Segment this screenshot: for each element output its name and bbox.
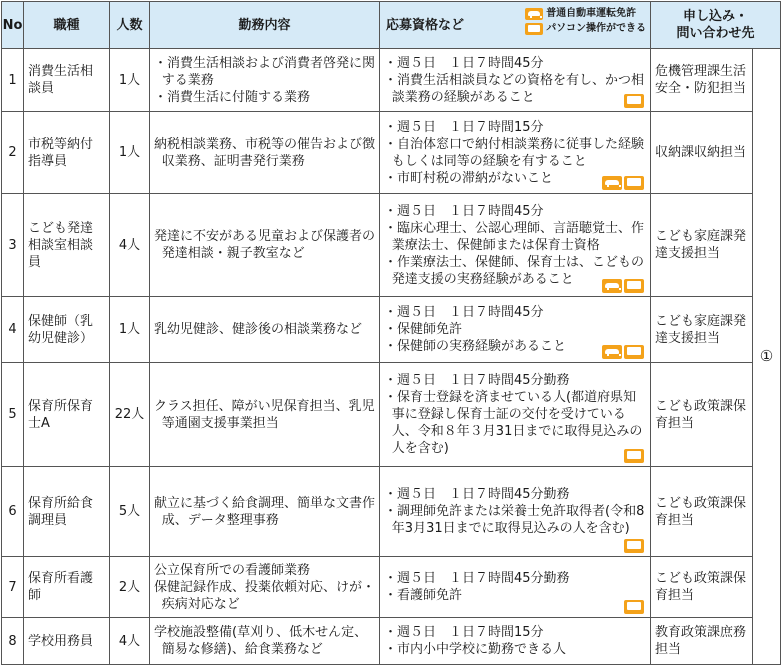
- pc-icon: [525, 23, 543, 35]
- contact-cell: 教育政策課庶務担当: [651, 618, 753, 665]
- pc-icon: [624, 176, 644, 190]
- contact-cell: こども政策課保育担当: [651, 363, 753, 467]
- row-no: 3: [2, 194, 24, 297]
- requirement-icons: [624, 539, 644, 553]
- table-row: [2, 297, 781, 363]
- ninzu: 4人: [110, 194, 150, 297]
- qual-cell: [380, 49, 651, 112]
- qual-cell: [380, 467, 651, 557]
- table-row: [2, 618, 781, 665]
- qual-line: ・市町村税の滞納がないこと: [384, 170, 554, 186]
- legend-pc-label: パソコン操作ができる: [546, 23, 646, 34]
- duty-line: ・消費生活に付随する業務: [154, 89, 311, 105]
- qual-cell: [380, 557, 651, 618]
- ninzu: 1人: [110, 112, 150, 194]
- row-no: 8: [2, 618, 24, 665]
- requirement-icons: [602, 279, 644, 293]
- contact-cell: 危機管理課生活安全・防犯担当: [651, 49, 753, 112]
- header-qual-label: 応募資格など: [386, 17, 465, 33]
- duty-line: 発達に不安がある児童および保護者の発達相談・親子教室など: [154, 229, 376, 261]
- header-no: No: [2, 2, 24, 49]
- qual-line: ・臨床心理士、公認心理師、言語聴覚士、作業療法士、保健師または保育士資格: [384, 220, 645, 253]
- requirement-icons: [624, 600, 644, 614]
- contact-cell: こども政策課保育担当: [651, 467, 753, 557]
- car-icon: [602, 176, 622, 190]
- car-icon: [602, 345, 622, 359]
- header-job: 職種: [24, 2, 110, 49]
- table-header-row: [2, 2, 781, 49]
- qual-line: ・作業療法士、保健師、保育士は、こどもの発達支援の実務経験があること: [384, 254, 645, 287]
- qual-line: ・週５日 １日７時間15分: [384, 625, 544, 640]
- requirement-icons: [624, 94, 644, 108]
- row-no: 1: [2, 49, 24, 112]
- qual-cell: [380, 618, 651, 665]
- contact-cell: 収納課収納担当: [651, 112, 753, 194]
- table-row: [2, 557, 781, 618]
- duty-line: ・消費生活相談および消費者啓発に関する業務: [154, 55, 376, 88]
- duty-line: 保健記録作成、投薬依頼対応、けが・疾病対応など: [154, 579, 376, 612]
- qual-line: ・消費生活相談員などの資格を有し、かつ相談業務の経験があること: [384, 72, 645, 105]
- legend-car-label: 普通自動車運転免許: [546, 8, 637, 19]
- qual-line: ・週５日 １日７時間45分: [384, 203, 544, 219]
- qual-line: ・保育士登録を済ませている人(都道府県知事に登録し保育士証の交付を受けている人、令和８年３月31日までに取得見込みの人を含む): [384, 390, 643, 456]
- shared-contact-mark: ①: [753, 49, 781, 665]
- qual-line: ・週５日 １日７時間45分勤務: [384, 571, 570, 586]
- header-ninzu: 人数: [110, 2, 150, 49]
- ninzu: 2人: [110, 557, 150, 618]
- header-contact: 申し込み・ 問い合わせ先: [651, 2, 781, 49]
- qual-line: ・市内小中学校に勤務できる人: [384, 642, 567, 657]
- pc-icon: [624, 449, 644, 463]
- job-listing-table: [1, 1, 781, 665]
- duty-cell: [150, 467, 380, 557]
- duty-cell: [150, 557, 380, 618]
- ninzu: 4人: [110, 618, 150, 665]
- table-row: [2, 467, 781, 557]
- row-no: 7: [2, 557, 24, 618]
- duty-cell: [150, 112, 380, 194]
- duty-line: クラス担任、障がい児保育担当、乳児等通園支援事業担当: [154, 398, 375, 431]
- pc-icon: [624, 94, 644, 108]
- qual-line: ・保健師の実務経験があること: [384, 339, 567, 354]
- ninzu: 22人: [110, 363, 150, 467]
- duty-cell: [150, 194, 380, 297]
- ninzu: 5人: [110, 467, 150, 557]
- qual-line: ・週５日 １日７時間45分勤務: [384, 487, 570, 502]
- requirement-icons: [602, 176, 644, 190]
- table-row: [2, 49, 781, 112]
- job-title: 市税等納付指導員: [24, 112, 110, 194]
- qual-cell: [380, 363, 651, 467]
- job-title: 保育所保育士A: [24, 363, 110, 467]
- duty-cell: [150, 363, 380, 467]
- qual-line: ・週５日 １日７時間45分: [384, 305, 544, 320]
- job-title: 保育所看護師: [24, 557, 110, 618]
- qual-line: ・週５日 １日７時間45分: [384, 55, 544, 71]
- duty-cell: [150, 618, 380, 665]
- duty-line: 乳幼児健診、健診後の相談業務など: [154, 322, 363, 337]
- pc-icon: [624, 345, 644, 359]
- pc-icon: [624, 539, 644, 553]
- duty-cell: [150, 297, 380, 363]
- qual-line: ・自治体窓口で納付相談業務に従事した経験もしくは同等の経験を有すること: [384, 136, 645, 169]
- qual-line: ・保健師免許: [384, 322, 463, 337]
- ninzu: 1人: [110, 49, 150, 112]
- car-icon: [525, 8, 543, 20]
- qual-line: ・週５日 １日７時間45分勤務: [384, 373, 570, 388]
- requirement-icons: [602, 345, 644, 359]
- ninzu: 1人: [110, 297, 150, 363]
- row-no: 2: [2, 112, 24, 194]
- qual-cell: [380, 194, 651, 297]
- qual-line: ・週５日 １日７時間15分: [384, 119, 544, 135]
- table-row: [2, 363, 781, 467]
- requirement-icons: [624, 449, 644, 463]
- pc-icon: [624, 600, 644, 614]
- qual-line: ・看護師免許: [384, 588, 463, 603]
- duty-line: 納税相談業務、市税等の催告および徴収業務、証明書発行業務: [154, 136, 376, 169]
- contact-cell: こども政策課保育担当: [651, 557, 753, 618]
- table-row: [2, 194, 781, 297]
- row-no: 4: [2, 297, 24, 363]
- header-duty: 勤務内容: [150, 2, 380, 49]
- qual-line: ・調理師免許または栄養士免許取得者(令和8年3月31日までに取得見込みの人を含む): [384, 504, 645, 536]
- contact-cell: こども家庭課発達支援担当: [651, 194, 753, 297]
- job-title: こども発達相談室相談員: [24, 194, 110, 297]
- icon-legend: [525, 6, 646, 36]
- job-title: 学校用務員: [24, 618, 110, 665]
- qual-cell: [380, 112, 651, 194]
- car-icon: [602, 279, 622, 293]
- pc-icon: [624, 279, 644, 293]
- duty-line: 学校施設整備(草刈り、低木せん定、簡易な修繕)、給食業務など: [154, 625, 368, 657]
- job-title: 消費生活相談員: [24, 49, 110, 112]
- header-qual: [380, 2, 651, 49]
- duty-cell: [150, 49, 380, 112]
- job-title: 保育所給食調理員: [24, 467, 110, 557]
- duty-line: 献立に基づく給食調理、簡単な文書作成、データ整理事務: [154, 495, 376, 528]
- row-no: 5: [2, 363, 24, 467]
- table-row: [2, 112, 781, 194]
- contact-cell: こども家庭課発達支援担当: [651, 297, 753, 363]
- row-no: 6: [2, 467, 24, 557]
- duty-line: 公立保育所での看護師業務: [154, 562, 311, 578]
- qual-cell: [380, 297, 651, 363]
- job-title: 保健師（乳幼児健診）: [24, 297, 110, 363]
